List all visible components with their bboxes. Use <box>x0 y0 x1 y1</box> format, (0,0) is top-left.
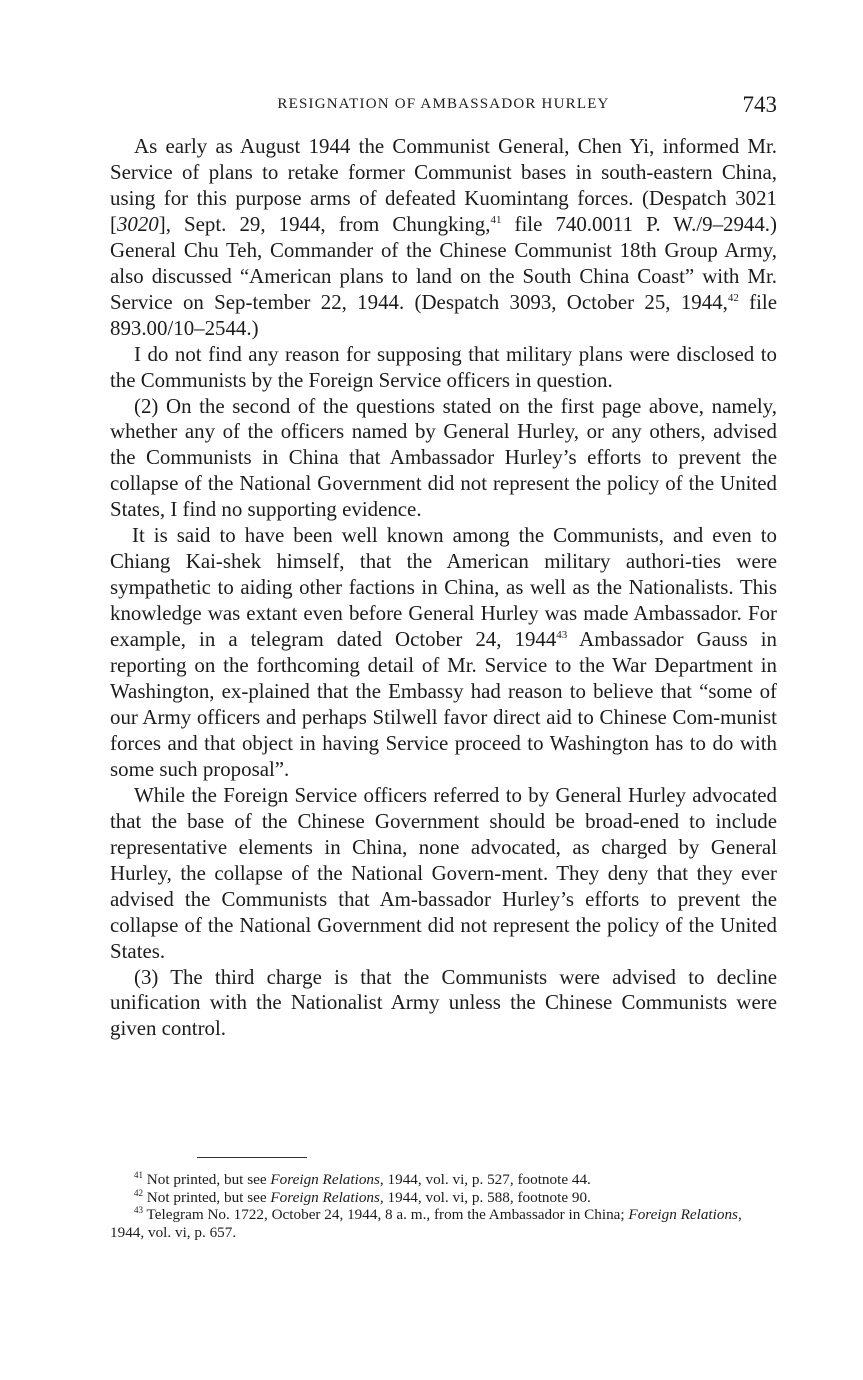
footnote-divider <box>197 1157 307 1158</box>
body-text <box>110 134 777 1042</box>
paragraph-6: (3) The third charge is that the Communists were advised to decline unification with the Nationalist Army unless the Chinese Communists were given control. <box>110 964 777 1041</box>
footnote-text: , 1944, vol. vi, p. 588, footnote 90. <box>379 1188 591 1206</box>
paragraph-5: While the Foreign Service officers referred to by General Hurley advocated that the base of the Chinese Government should be broad-ened to include representative elements in China, none advocated, as charged by General Hurley, the collapse of the National Govern-ment. They deny that they ever advised the Communists that Am-bassador Hurley’s efforts to prevent the collapse of the National Government did not represent the policy of the United States. <box>110 782 777 963</box>
footnote-text: , 1944, vol. vi, p. 527, footnote 44. <box>379 1171 591 1188</box>
paragraph-2: I do not find any reason for supposing that military plans were disclosed to the Communists by the Foreign Service officers in question. <box>110 341 777 392</box>
footnote-text: Not printed, but see <box>146 1188 271 1206</box>
paragraph-4-text-b: Ambassador Gauss in reporting on the forthcoming detail of Mr. Service to the War Department in Washington, ex-plained that the Embassy had reason to believe that “some of our Army officers and perhaps Stilwell favor direct aid to Chinese Com-munist forces and that object in having Service proceed to Washington has to do with some such proposal”. <box>110 627 777 781</box>
footnote-43 <box>110 1206 777 1241</box>
page-number: 743 <box>742 92 777 117</box>
paragraph-1-text-d: file 893.00/10–2544.) <box>110 289 777 340</box>
paragraph-3: (2) On the second of the questions stated on the first page above, namely, whether any of the officers named by General Hurley, or any others, advised the Communists in China that Ambassador Hurley’s efforts to prevent the collapse of the National Government did not represent the policy of the United States, I find no supporting evidence. <box>110 393 777 522</box>
footnotes <box>110 1171 777 1241</box>
footnote-text: , 1944, vol. vi, p. 657. <box>110 1206 742 1241</box>
footnote-number: 43 <box>134 1205 143 1215</box>
page-header <box>110 92 777 118</box>
footnote-text: Telegram No. 1722, October 24, 1944, 8 a. m., from the Ambassador in China; <box>146 1206 629 1223</box>
footnote-ref-43: 43 <box>556 629 568 642</box>
footnote-number: 41 <box>134 1170 143 1180</box>
paragraph-4-text-a: It is said to have been well known among the Communists, and even to Chiang Kai-shek himself, that the American military authori-ties were sympathetic to aiding other factions in China, as well as the Nationalists. This knowledge was extant even before General Hurley was made Ambassador. For example, in a telegram dated October 24, 1944 <box>110 523 777 652</box>
footnote-number: 42 <box>134 1187 143 1198</box>
footnote-42 <box>110 1189 777 1207</box>
paragraph-1 <box>110 134 777 342</box>
footnote-ref-42: 42 <box>727 291 739 304</box>
paragraph-1-text-a: As early as August 1944 the Communist General, Chen Yi, informed Mr. Service of plans to retake former Communist bases in south-eastern China, using for this purpose arms of defeated Kuomintang forces. (Despatch 3021 [ <box>110 134 777 236</box>
footnote-ref-41: 41 <box>490 213 502 226</box>
paragraph-4 <box>110 523 777 783</box>
footnote-source-title: Foreign Relations <box>270 1188 380 1206</box>
running-head: RESIGNATION OF AMBASSADOR HURLEY <box>277 96 610 112</box>
footnote-source-title: Foreign Relations <box>270 1171 380 1188</box>
paragraph-1-text-b: ], Sept. 29, 1944, from Chungking, <box>158 211 491 236</box>
footnote-text: Not printed, but see <box>146 1171 271 1188</box>
corrected-despatch-number: 3020 <box>116 211 159 236</box>
footnote-41 <box>110 1171 777 1189</box>
paragraph-1-text-c: file 740.0011 P. W./9–2944.) General Chu Teh, Commander of the Chinese Communist 18th Group Army, also discussed “American plans to land on the South China Coast” with Mr. Service on Sep-tember 22, 1944. (Despatch 3093, October 25, 1944, <box>110 211 777 314</box>
footnote-source-title: Foreign Relations <box>628 1206 738 1223</box>
